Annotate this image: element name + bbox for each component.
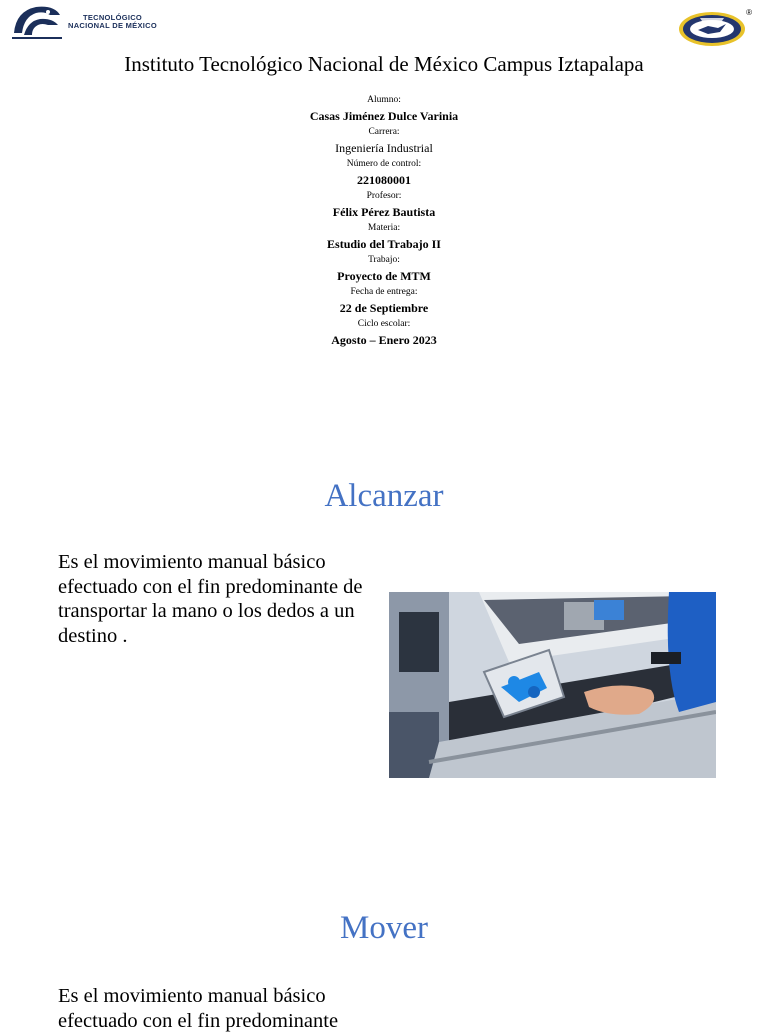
school-cycle-value: Agosto – Enero 2023 — [331, 333, 437, 347]
work-label: Trabajo: — [368, 255, 400, 265]
registered-mark: ® — [746, 8, 752, 17]
career-value: Ingeniería Industrial — [335, 141, 433, 155]
professor-value: Félix Pérez Bautista — [332, 205, 436, 219]
work-value: Proyecto de MTM — [337, 269, 431, 283]
section-text-mover: Es el movimiento manual básico efectuado con el fin predominante — [58, 985, 339, 1032]
section-title-mover: Mover — [340, 910, 428, 946]
conveyor-photo — [389, 592, 716, 778]
conveyor-photo-icon — [389, 592, 716, 778]
control-number-label: Número de control: — [346, 159, 422, 169]
subject-label: Materia: — [367, 223, 401, 233]
school-cycle-label: Ciclo escolar: — [357, 319, 411, 329]
tecnm-eagle-icon — [10, 3, 64, 41]
campus-logo — [678, 10, 752, 52]
section-title-alcanzar: Alcanzar — [324, 478, 444, 514]
control-number-value: 221080001 — [357, 173, 411, 187]
student-name: Casas Jiménez Dulce Varinia — [309, 109, 459, 123]
delivery-date-label: Fecha de entrega: — [350, 287, 418, 297]
professor-label: Profesor: — [366, 191, 402, 201]
campus-shield-icon — [678, 10, 746, 48]
page-title: Instituto Tecnológico Nacional de México Campus Iztapalapa — [124, 52, 644, 76]
tecnm-logo — [10, 3, 180, 41]
student-label: Alumno: — [367, 95, 401, 105]
subject-value: Estudio del Trabajo II — [327, 237, 441, 251]
tecnm-logo-text: TECNOLÓGICO NACIONAL DE MÉXICO — [68, 13, 158, 30]
cover-info — [0, 92, 768, 350]
delivery-date-value: 22 de Septiembre — [339, 301, 429, 315]
section-text-alcanzar: Es el movimiento manual básico efectuado con el fin predominante de transportar la mano o los dedos a un destino . — [58, 551, 363, 647]
career-label: Carrera: — [368, 127, 400, 137]
